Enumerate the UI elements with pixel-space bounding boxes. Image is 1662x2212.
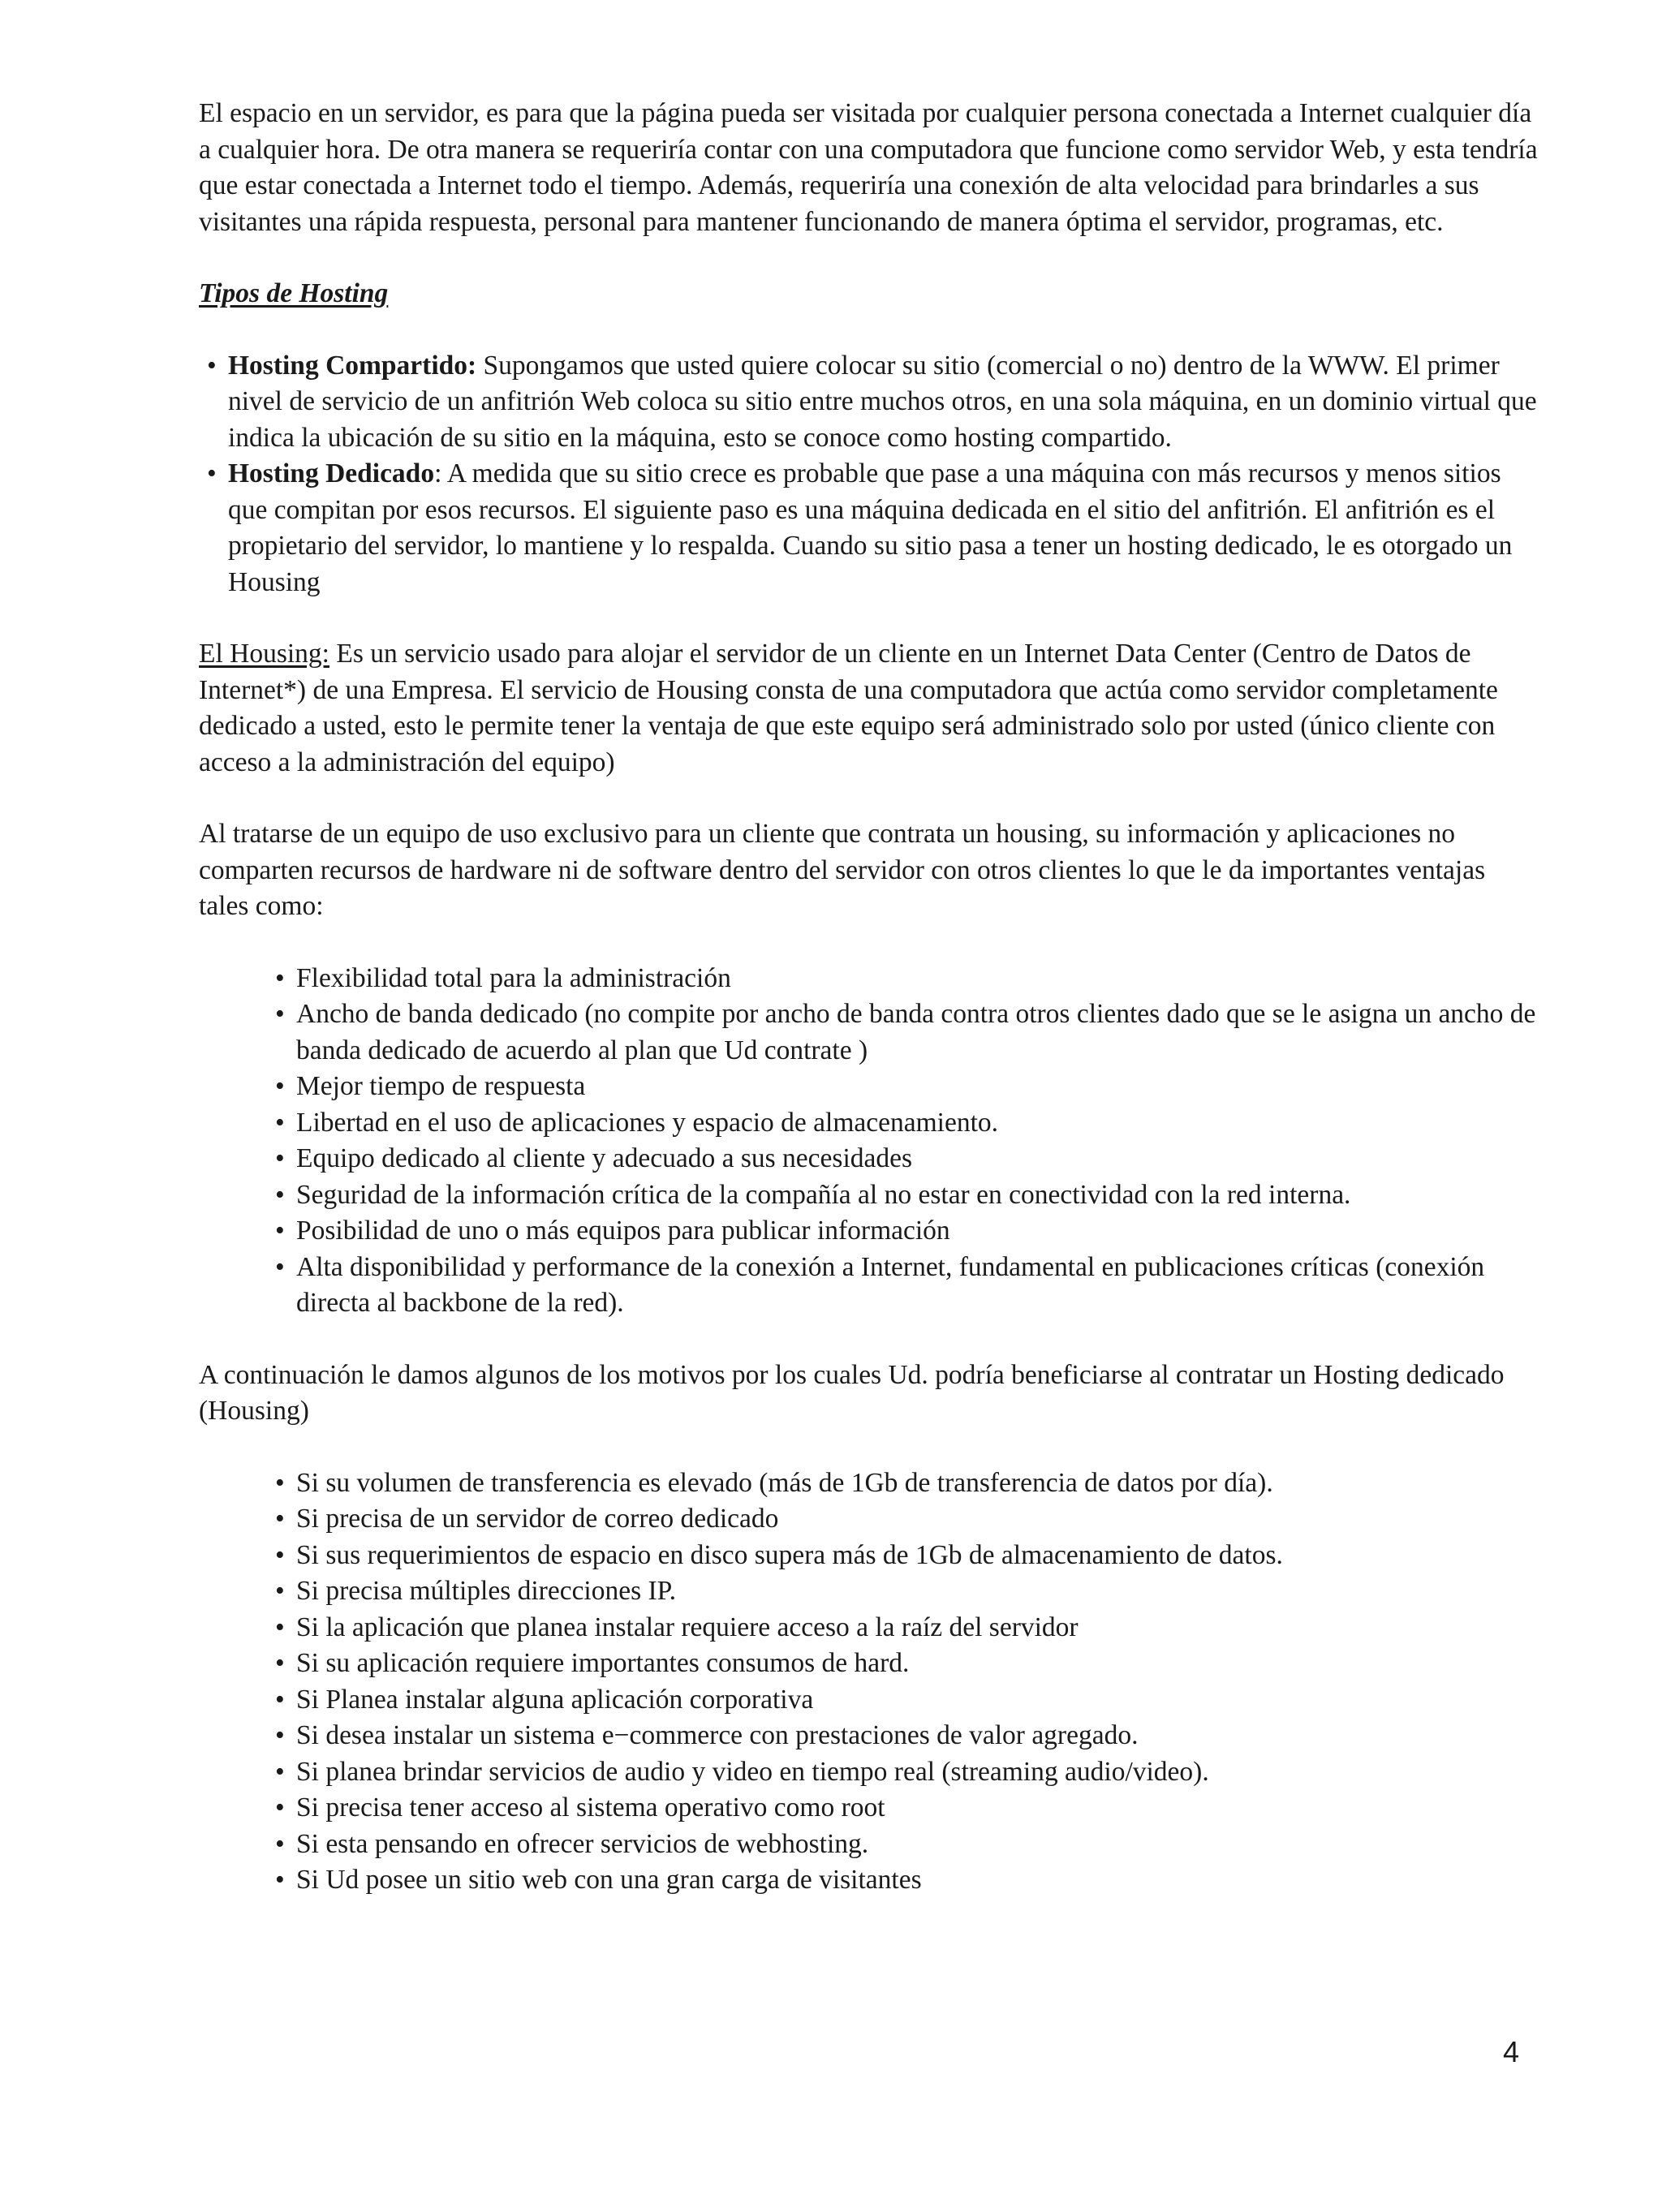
ventajas-list xyxy=(199,961,1538,1322)
list-item: • Posibilidad de uno o más equipos para publicar información xyxy=(199,1213,1538,1250)
hosting-type-description: : A medida que su sitio crece es probable que pase a una máquina con más recursos y menos sitios que compitan por esos recursos. El siguiente paso es una máquina dedicada en el sitio del anfitrión. El anfitrión es el propietario del servidor, lo mantiene y lo respalda. Cuando su sitio pasa a tener un hosting dedicado, le es otorgado un Housing xyxy=(228,458,1513,597)
hosting-type-term: Hosting Dedicado xyxy=(228,458,435,488)
list-item xyxy=(199,456,1538,600)
housing-text: Es un servicio usado para alojar el servidor de un cliente en un Internet Data Center (Centro de Datos de Internet*) de una Empresa. El servicio de Housing consta de una computadora que actúa como servidor completamente dedicado a usted, esto le permite tener la ventaja de que este equipo será administrado solo por usted (único cliente con acceso a la administración del equipo) xyxy=(199,639,1498,777)
list-item: • Si planea brindar servicios de audio y video en tiempo real (streaming audio/video). xyxy=(199,1754,1538,1791)
list-item: • Si Planea instalar alguna aplicación corporativa xyxy=(199,1682,1538,1719)
housing-label: El Housing: xyxy=(199,639,329,669)
page-number: 4 xyxy=(1503,2035,1520,2068)
list-item: • Si esta pensando en ofrecer servicios de webhosting. xyxy=(199,1827,1538,1863)
motivos-intro-paragraph: A continuación le damos algunos de los motivos por los cuales Ud. podría beneficiarse al contratar un Hosting dedicado (Housing) xyxy=(199,1359,1505,1426)
spacer xyxy=(199,1430,1538,1465)
list-item xyxy=(199,348,1538,457)
list-item: • Flexibilidad total para la administración xyxy=(199,961,1538,997)
list-item: • Ancho de banda dedicado (no compite por ancho de banda contra otros clientes dado que se le asigna un ancho de banda dedicado de acuerdo al plan que Ud contrate ) xyxy=(199,996,1538,1069)
list-item: • Seguridad de la información crítica de la compañía al no estar en conectividad con la red interna. xyxy=(199,1177,1538,1214)
spacer xyxy=(199,312,1538,348)
list-item: • Libertad en el uso de aplicaciones y espacio de almacenamiento. xyxy=(199,1105,1538,1142)
list-item: • Mejor tiempo de respuesta xyxy=(199,1069,1538,1105)
list-item: • Si su volumen de transferencia es elevado (más de 1Gb de transferencia de datos por día). xyxy=(199,1465,1538,1502)
tipos-heading: Tipos de Hosting xyxy=(199,278,389,308)
list-item: • Si precisa tener acceso al sistema operativo como root xyxy=(199,1790,1538,1827)
list-item: • Si Ud posee un sitio web con una gran carga de visitantes xyxy=(199,1862,1538,1899)
list-item: • Alta disponibilidad y performance de la conexión a Internet, fundamental en publicaciones críticas (conexión directa al backbone de la red). xyxy=(199,1250,1538,1322)
ventajas-intro-paragraph: Al tratarse de un equipo de uso exclusivo para un cliente que contrata un housing, su información y aplicaciones no comparten recursos de hardware ni de software dentro del servidor con otros clientes lo que le da importantes ventajas tales como: xyxy=(199,819,1486,921)
hosting-type-description: Supongamos que usted quiere colocar su sitio (comercial o no) dentro de la WWW. El primer nivel de servicio de un anfitrión Web coloca su sitio entre muchos otros, en una sola máquina, en un dominio virtual que indica la ubicación de su sitio en la máquina, esto se conoce como hosting compartido. xyxy=(228,350,1537,453)
spacer xyxy=(199,925,1538,961)
housing-paragraph xyxy=(199,636,1538,781)
list-item: • Si sus requerimientos de espacio en disco supera más de 1Gb de almacenamiento de datos. xyxy=(199,1538,1538,1574)
document-page xyxy=(199,96,1538,1899)
intro-paragraph: El espacio en un servidor, es para que la página pueda ser visitada por cualquier persona conectada a Internet cualquier día a cualquier hora. De otra manera se requeriría contar con una computadora que funcione como servidor Web, y esta tendría que estar conectada a Internet todo el tiempo. Además, requeriría una conexión de alta velocidad para brindarles a sus visitantes una rápida respuesta, personal para mantener funcionando de manera óptima el servidor, programas, etc. xyxy=(199,98,1538,237)
spacer xyxy=(199,1322,1538,1358)
spacer xyxy=(199,781,1538,816)
list-item: • Si su aplicación requiere importantes consumos de hard. xyxy=(199,1646,1538,1682)
hosting-type-term: Hosting Compartido: xyxy=(228,350,477,381)
list-item: • Si precisa de un servidor de correo dedicado xyxy=(199,1501,1538,1538)
motivos-list xyxy=(199,1465,1538,1899)
spacer xyxy=(199,240,1538,276)
list-item: • Si la aplicación que planea instalar requiere acceso a la raíz del servidor xyxy=(199,1610,1538,1646)
hosting-types-list xyxy=(199,348,1538,601)
spacer xyxy=(199,600,1538,636)
list-item: • Si precisa múltiples direcciones IP. xyxy=(199,1573,1538,1610)
list-item: • Equipo dedicado al cliente y adecuado a sus necesidades xyxy=(199,1141,1538,1177)
list-item: • Si desea instalar un sistema e−commerce con prestaciones de valor agregado. xyxy=(199,1718,1538,1754)
